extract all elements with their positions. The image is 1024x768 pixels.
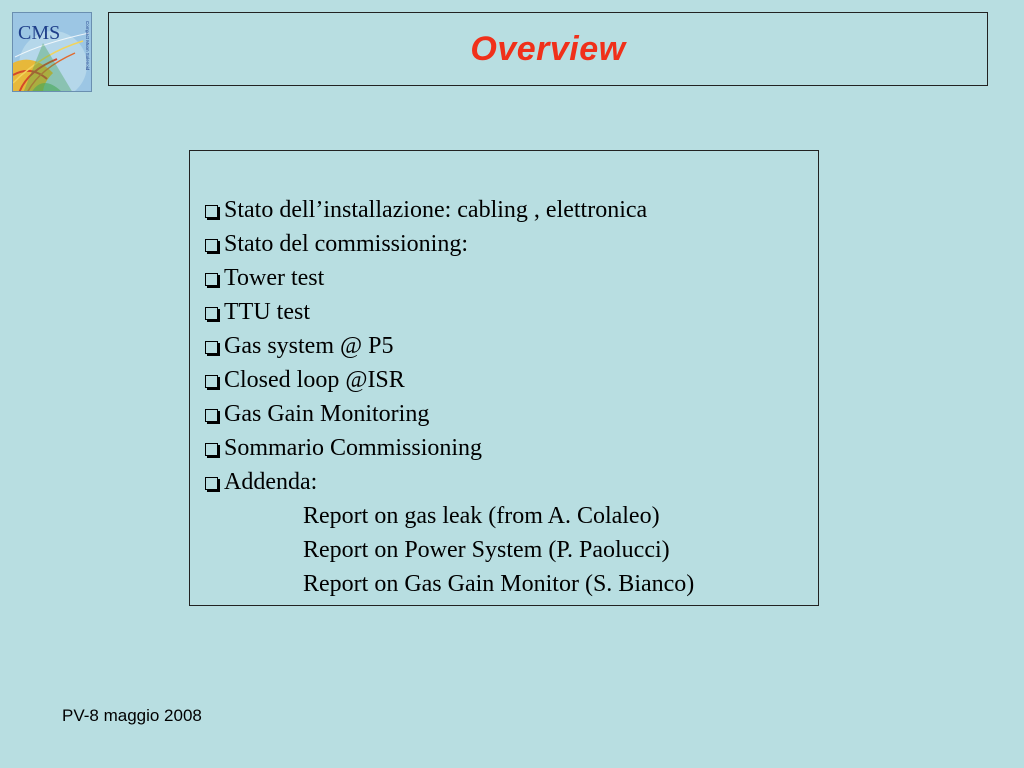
addenda-item: Report on Power System (P. Paolucci) [303, 537, 670, 563]
bullet-text: Addenda: [224, 469, 318, 495]
bullet-list [202, 193, 818, 499]
list-item [202, 295, 818, 329]
list-item [202, 227, 818, 261]
list-item [202, 397, 818, 431]
addenda-item: Report on gas leak (from A. Colaleo) [303, 503, 660, 529]
list-item [202, 431, 818, 465]
footer-date: PV-8 maggio 2008 [62, 706, 202, 725]
checkbox-bullet-icon [205, 205, 218, 218]
title-box [108, 12, 988, 86]
bullet-text: Stato dell’installazione: cabling , elettronica [224, 197, 648, 223]
bullet-text: Tower test [224, 265, 325, 291]
bullet-text: TTU test [224, 299, 310, 325]
bullet-text: Sommario Commissioning [224, 435, 483, 461]
bullet-text: Closed loop @ISR [224, 367, 405, 393]
checkbox-bullet-icon [205, 477, 218, 490]
list-item [202, 363, 818, 397]
slide-title: Overview [470, 29, 626, 68]
checkbox-bullet-icon [205, 307, 218, 320]
list-item [202, 193, 818, 227]
bullet-text: Gas Gain Monitoring [224, 401, 430, 427]
bullet-text: Stato del commissioning: [224, 231, 468, 257]
checkbox-bullet-icon [205, 239, 218, 252]
list-item [202, 465, 818, 499]
checkbox-bullet-icon [205, 443, 218, 456]
logo-text: CMS [18, 22, 61, 44]
logo-vertical-text: Compact Muon Solenoid [85, 21, 90, 71]
checkbox-bullet-icon [205, 409, 218, 422]
bullet-text: Gas system @ P5 [224, 333, 394, 359]
list-item [202, 329, 818, 363]
content-box [189, 150, 819, 606]
addenda-item: Report on Gas Gain Monitor (S. Bianco) [303, 571, 695, 597]
checkbox-bullet-icon [205, 375, 218, 388]
checkbox-bullet-icon [205, 273, 218, 286]
checkbox-bullet-icon [205, 341, 218, 354]
cms-logo-graphic [13, 13, 92, 92]
cms-logo [12, 12, 92, 92]
list-item [202, 261, 818, 295]
